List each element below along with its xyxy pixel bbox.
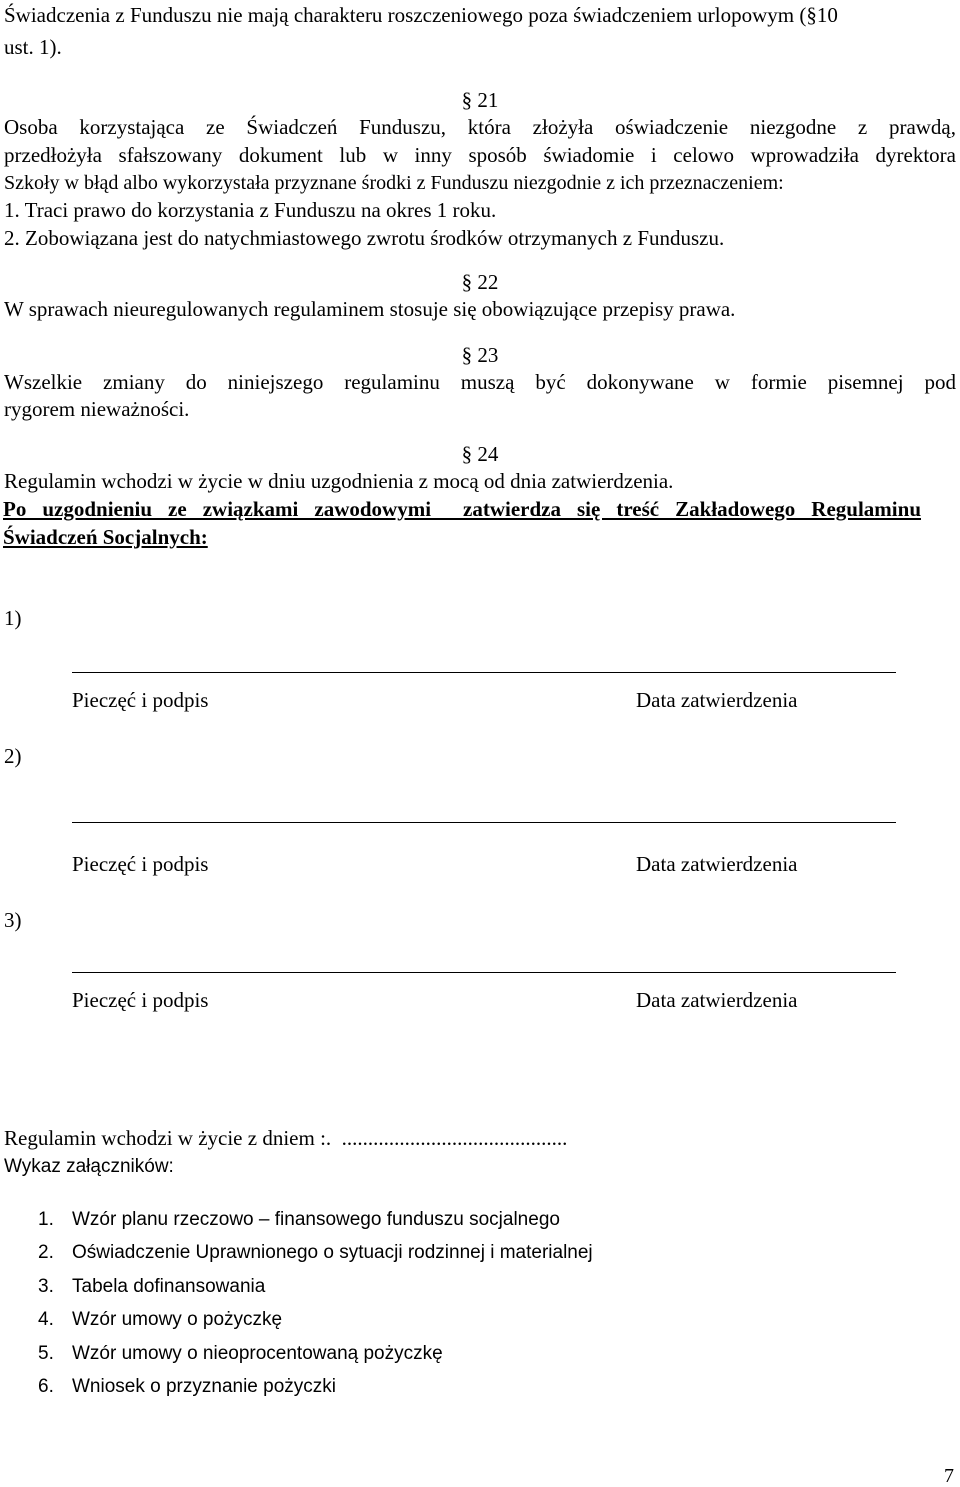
paragraph-line: Regulamin wchodzi w życie w dniu uzgodnienia z mocą od dnia zatwierdzenia. [4, 469, 674, 493]
signature-line [72, 822, 896, 823]
approval-statement: Świadczeń Socjalnych: [3, 525, 208, 549]
signature-line [72, 672, 896, 673]
effective-date-line: Regulamin wchodzi w życie z dniem :. ........................................... [4, 1126, 568, 1150]
attachment-item: 6. Wniosek o przyznanie pożyczki [38, 1376, 336, 1397]
paragraph-line: Wszelkie zmiany do niniejszego regulaminu muszą być dokonywane w formie pisemnej pod [4, 370, 956, 394]
attachment-item: 2. Oświadczenie Uprawnionego o sytuacji rodzinnej i materialnej [38, 1242, 593, 1263]
attachment-item: 1. Wzór planu rzeczowo – finansowego funduszu socjalnego [38, 1209, 560, 1230]
signature-number: 1) [4, 606, 22, 630]
approval-date-label: Data zatwierdzenia [636, 688, 798, 712]
list-item: 2. Zobowiązana jest do natychmiastowego zwrotu środków otrzymanych z Funduszu. [4, 226, 725, 250]
approval-date-label: Data zatwierdzenia [636, 988, 798, 1012]
seal-signature-label: Pieczęć i podpis [72, 988, 209, 1012]
page-number: 7 [944, 1465, 954, 1487]
section-heading-23: § 23 [461, 343, 499, 367]
approval-statement: Po uzgodnieniu ze związkami zawodowymi zatwierdza się treść Zakładowego Regulaminu [3, 497, 921, 521]
section-heading-24: § 24 [461, 442, 499, 466]
seal-signature-label: Pieczęć i podpis [72, 688, 209, 712]
attachment-item: 4. Wzór umowy o pożyczkę [38, 1309, 283, 1330]
seal-signature-label: Pieczęć i podpis [72, 852, 209, 876]
approval-date-label: Data zatwierdzenia [636, 852, 798, 876]
paragraph-line: W sprawach nieuregulowanych regulaminem stosuje się obowiązujące przepisy prawa. [4, 297, 736, 321]
paragraph-line: ust. 1). [4, 35, 62, 59]
paragraph-line: Szkoły w błąd albo wykorzystała przyznane środki z Funduszu niezgodnie z ich przeznaczeniem: [4, 172, 784, 194]
signature-number: 3) [4, 908, 22, 932]
attachment-item: 5. Wzór umowy o nieoprocentowaną pożyczkę [38, 1343, 443, 1364]
paragraph-line: rygorem nieważności. [4, 397, 190, 421]
attachments-title: Wykaz załączników: [4, 1156, 174, 1177]
attachment-item: 3. Tabela dofinansowania [38, 1276, 266, 1297]
paragraph-line: przedłożyła sfałszowany dokument lub w inny sposób świadomie i celowo wprowadziła dyrektora [4, 143, 956, 167]
section-heading-21: § 21 [461, 88, 499, 112]
signature-number: 2) [4, 744, 22, 768]
section-heading-22: § 22 [461, 270, 499, 294]
signature-line [72, 972, 896, 973]
paragraph-line: Osoba korzystająca ze Świadczeń Funduszu, która złożyła oświadczenie niezgodne z prawdą, [4, 115, 956, 139]
list-item: 1. Traci prawo do korzystania z Funduszu na okres 1 roku. [4, 198, 497, 222]
paragraph-line: Świadczenia z Funduszu nie mają charakteru roszczeniowego poza świadczeniem urlopowym (§10 [4, 3, 838, 27]
